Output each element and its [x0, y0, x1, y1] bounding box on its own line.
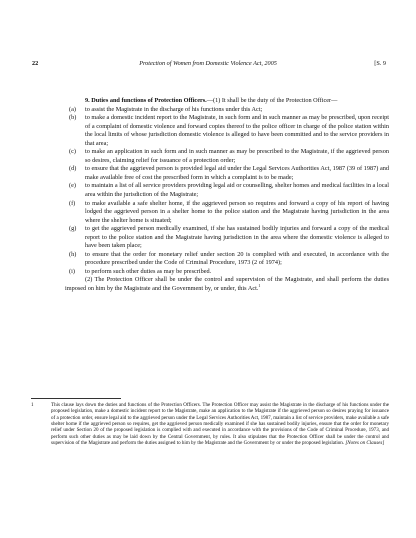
duty-list [65, 106, 389, 277]
footnote-text: This clause lays down the duties and functions of the Protection Officers. The Protection Officer may assist the Magistrate in the discharge of his functions under the proposed legislation, make a domestic incident report to the Magistrate, make an application to the Magistrate if the aggrieved person so desires praying for issuance of a protection order, ensure legal aid to the aggrieved person under the Legal Services Authorities Act, 1987, maintain a list of service providers, make available a safe shelter home if the aggrieved person so requires, get the aggrieved person medically examined if she has sustained bodily injuries, ensure that the order for monetary relief under Section 20 of the proposed legislation is complied with and executed in accordance with the provisions of the Code of Criminal Procedure, 1973, and perform such other duties as may be laid down by the Central Government, by rules. It also stipulates that the Protection Officer shall be under the control and supervision of the Magistrate and perform the duties assigned to him by the Magistrate and the Government by or under the proposed legislation. [51, 402, 389, 447]
duty-item-text: to make available a safe shelter home, if the aggrieved person so requires and forward a copy of his report of having lodged the aggrieved person in a shelter home to the police station and the Magistrate having jurisdiction in the area where the shelter home is situated; [85, 199, 389, 224]
duty-item-label: (b) [69, 114, 77, 122]
duty-item-text: to maintain a list of all service providers providing legal aid or counselling, shelter homes and medical facilities in a local area within the jurisdiction of the Magistrate; [85, 182, 389, 199]
duty-item-text: to perform such other duties as may be prescribed. [85, 267, 212, 275]
footnote [31, 402, 389, 446]
section-lead-paragraph [65, 97, 389, 106]
duty-item-label: (f) [69, 199, 76, 207]
duty-item-text: to ensure that the aggrieved person is provided legal aid under the Legal Services Authorities Act, 1987 (39 of 1987) and make available free of cost the prescribed form in which a complaint is to be made; [85, 165, 389, 181]
duty-item-label: (h) [69, 250, 77, 258]
duty-item-label: (g) [69, 225, 77, 233]
duty-item [65, 182, 389, 199]
duty-item-label: (e) [69, 182, 76, 190]
section-lead-text: —(1) It shall be the duty of the Protection Officer— [206, 97, 338, 104]
duty-item-text: to assist the Magistrate in the discharge of his functions under this Act; [85, 105, 263, 113]
duty-item-text: to get the aggrieved person medically examined, if she has sustained bodily injuries and forward a copy of the medical report to the police station and the Magistrate having jurisdiction in the area where the domestic violence is alleged to have been taken place; [85, 225, 389, 250]
duty-item [65, 148, 389, 165]
duty-item [65, 268, 389, 277]
footnote-reference-mark: 1 [258, 282, 261, 288]
duty-item [65, 251, 389, 268]
footnote-body [51, 402, 389, 446]
duty-item-text: to ensure that the order for monetary relief under section 20 is complied with and executed, in accordance with the procedure prescribed under the Code of Criminal Procedure, 1973 (2 of 1974); [85, 250, 389, 267]
page-number: 22 [32, 60, 39, 67]
section-heading: 9. Duties and functions of Protection Officers. [85, 97, 207, 104]
running-title: Protection of Women from Domestic Violence Act, 2005 [139, 60, 277, 67]
duty-item [65, 106, 389, 115]
subsection-2-paragraph [65, 276, 389, 293]
running-header [0, 59, 416, 69]
section-reference: [S. 9 [374, 60, 386, 67]
duty-item-label: (i) [69, 267, 75, 275]
duty-item-label: (d) [69, 165, 77, 173]
duty-item-label: (c) [69, 148, 76, 156]
duty-item-text: to make a domestic incident report to the Magistrate, in such form and in such manner as may be prescribed, upon receipt of a complaint of domestic violence and forward copies thereof to the police officer in charge of the police station within the local limits of whose jurisdiction domestic violence is alleged to have been committed and to the service providers in that area; [85, 114, 389, 147]
duty-item [65, 225, 389, 251]
duty-item [65, 114, 389, 148]
duty-item [65, 165, 389, 182]
footnote-number: 1 [31, 402, 34, 408]
section-body [65, 97, 389, 294]
duty-item [65, 200, 389, 226]
footnote-separator [31, 398, 121, 399]
duty-item-label: (a) [69, 105, 76, 113]
subsection-2-text: (2) The Protection Officer shall be under the control and supervision of the Magistrate, and shall perform the duties imposed on him by the Magistrate and the Government by, or under, this Act. [65, 276, 389, 293]
duty-item-text: to make an application in such form and in such manner as may be prescribed to the Magistrate, if the aggrieved person so desires, claiming relief for issuance of a protection order; [85, 148, 389, 164]
footnote-source: [Notes on Clauses] [345, 440, 385, 447]
